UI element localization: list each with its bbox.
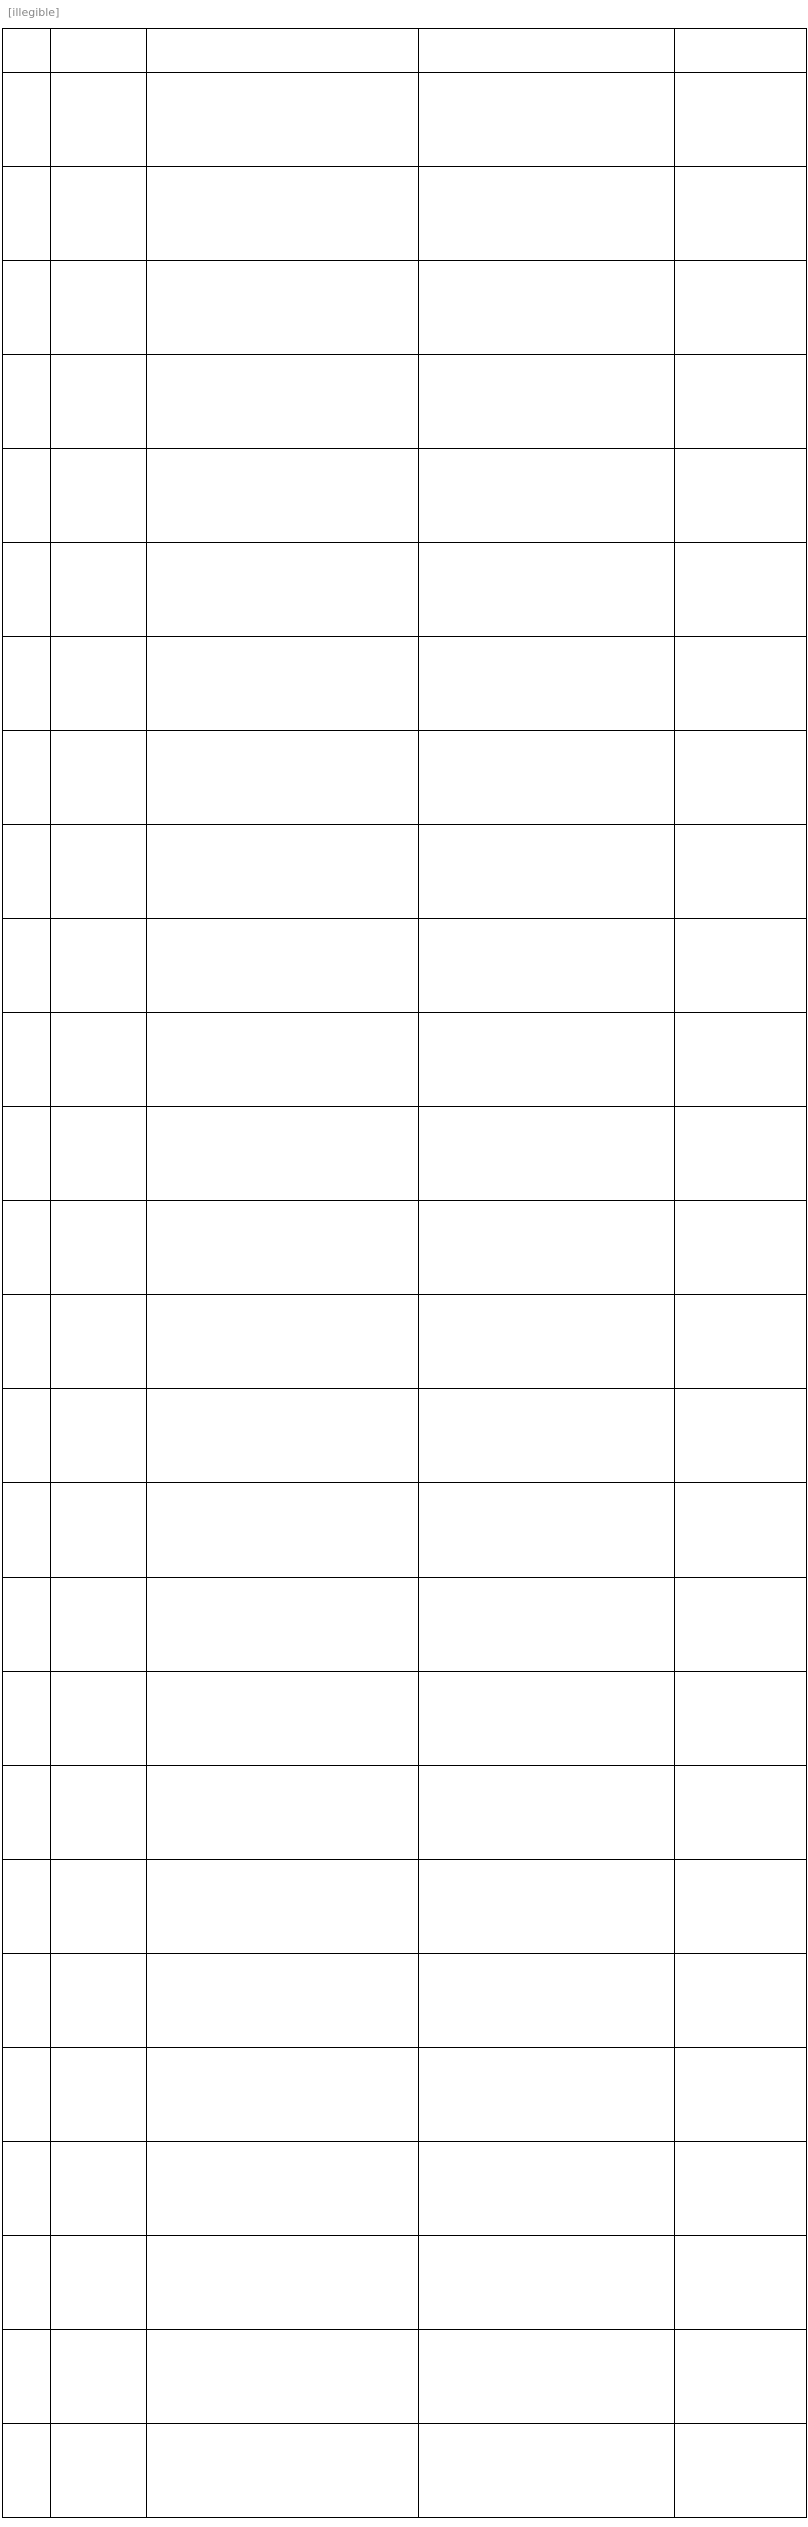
table-cell [419,2235,675,2329]
header-cell [147,29,419,73]
table-cell [147,1201,419,1295]
header-cell [51,29,147,73]
table-cell [419,167,675,261]
table-cell [51,2141,147,2235]
table-cell [675,919,807,1013]
table-cell [51,731,147,825]
table-cell [3,2047,51,2141]
table-cell [51,825,147,919]
table-cell [419,1201,675,1295]
table-cell [419,543,675,637]
table-cell [3,2329,51,2423]
table-cell [675,1577,807,1671]
table-cell [3,1671,51,1765]
table-cell [419,1483,675,1577]
table-cell [51,2235,147,2329]
table-cell [51,2047,147,2141]
table-cell [3,1953,51,2047]
table-cell [419,355,675,449]
table-cell [419,1577,675,1671]
table-cell [147,1483,419,1577]
table-cell [675,1671,807,1765]
table-cell [147,1671,419,1765]
table-cell [3,1765,51,1859]
table-cell [419,1859,675,1953]
table-cell [419,449,675,543]
table-cell [147,1107,419,1201]
table-row [3,1577,807,1671]
table-cell [147,637,419,731]
table-cell [675,1389,807,1483]
table-cell [51,1577,147,1671]
table-cell [675,1107,807,1201]
table-cell [419,1671,675,1765]
table-cell [419,919,675,1013]
table-cell [3,2141,51,2235]
table-cell [675,731,807,825]
table-cell [3,825,51,919]
table-cell [419,1389,675,1483]
table-cell [419,731,675,825]
table-row [3,1201,807,1295]
table-cell [3,1107,51,1201]
table-cell [51,543,147,637]
table-cell [675,1859,807,1953]
table-row [3,1953,807,2047]
table-row [3,637,807,731]
table-cell [51,1765,147,1859]
table-body [3,73,807,2518]
table-cell [3,1859,51,1953]
table-cell [675,2329,807,2423]
table-cell [147,1013,419,1107]
table-row [3,2047,807,2141]
table-cell [675,825,807,919]
table-row [3,919,807,1013]
table-cell [3,449,51,543]
table-cell [51,167,147,261]
table-row [3,543,807,637]
table-row [3,1859,807,1953]
table-cell [675,2141,807,2235]
table-cell [675,449,807,543]
table-cell [147,449,419,543]
table-cell [3,261,51,355]
table-row [3,2423,807,2517]
header-cell [675,29,807,73]
table-row [3,1295,807,1389]
table-cell [419,2329,675,2423]
table-cell [675,637,807,731]
table-cell [147,919,419,1013]
table-row [3,2141,807,2235]
table-cell [675,1765,807,1859]
table-cell [51,1483,147,1577]
table-cell [51,1671,147,1765]
table-cell [675,1013,807,1107]
table-cell [51,1295,147,1389]
table-row [3,1013,807,1107]
table-cell [3,1577,51,1671]
table-cell [675,2235,807,2329]
table-cell [147,2423,419,2517]
table-cell [675,1201,807,1295]
table-cell [51,261,147,355]
table-cell [51,919,147,1013]
table-row [3,1671,807,1765]
table-cell [675,261,807,355]
table-cell [147,167,419,261]
table-row [3,167,807,261]
table-row [3,355,807,449]
illegible-notice: [illegible] [8,6,60,19]
table-cell [675,73,807,167]
header-cell [419,29,675,73]
table-cell [419,2047,675,2141]
header-row [3,29,807,73]
table-cell [147,1765,419,1859]
table-cell [419,1295,675,1389]
table-cell [147,543,419,637]
table-cell [3,543,51,637]
table-cell [419,1013,675,1107]
table-cell [3,355,51,449]
table-cell [419,73,675,167]
table-cell [3,2235,51,2329]
table-cell [51,1859,147,1953]
catalog-table [2,28,807,2518]
table-cell [3,1013,51,1107]
table-cell [3,1295,51,1389]
table-cell [51,1389,147,1483]
table-cell [3,919,51,1013]
table-cell [147,2047,419,2141]
table-row [3,1765,807,1859]
table-cell [147,1577,419,1671]
table-cell [3,73,51,167]
table-cell [147,2141,419,2235]
table-cell [419,1953,675,2047]
table-cell [675,1953,807,2047]
table-row [3,261,807,355]
table-cell [419,1765,675,1859]
table-cell [51,1201,147,1295]
table-row [3,2329,807,2423]
table-cell [147,73,419,167]
table-cell [675,1483,807,1577]
table-row [3,73,807,167]
table-cell [147,2329,419,2423]
table-cell [147,825,419,919]
table-cell [147,1953,419,2047]
table-row [3,731,807,825]
table-cell [51,73,147,167]
table-row [3,1107,807,1201]
table-cell [51,1013,147,1107]
header-cell [3,29,51,73]
table-cell [3,731,51,825]
table-cell [675,355,807,449]
table-cell [147,731,419,825]
table-cell [675,2047,807,2141]
table-cell [147,1389,419,1483]
table-cell [419,1107,675,1201]
table-cell [147,261,419,355]
table-cell [419,2141,675,2235]
table-cell [147,1295,419,1389]
table-cell [147,2235,419,2329]
table-row [3,449,807,543]
table-cell [51,1107,147,1201]
table-cell [675,167,807,261]
table-cell [147,1859,419,1953]
table-row [3,1389,807,1483]
table-row [3,2235,807,2329]
table-cell [3,1483,51,1577]
table-row [3,825,807,919]
table-cell [51,2423,147,2517]
table-cell [675,2423,807,2517]
table-cell [419,2423,675,2517]
table-cell [147,355,419,449]
table-cell [51,637,147,731]
table-cell [419,637,675,731]
table-cell [3,2423,51,2517]
table-cell [675,543,807,637]
table-cell [51,2329,147,2423]
table-cell [51,355,147,449]
table-cell [51,1953,147,2047]
table-cell [419,825,675,919]
table-cell [3,637,51,731]
table-cell [3,1389,51,1483]
table-cell [51,449,147,543]
table-cell [3,1201,51,1295]
table-row [3,1483,807,1577]
table-cell [3,167,51,261]
table-cell [419,261,675,355]
table-cell [675,1295,807,1389]
